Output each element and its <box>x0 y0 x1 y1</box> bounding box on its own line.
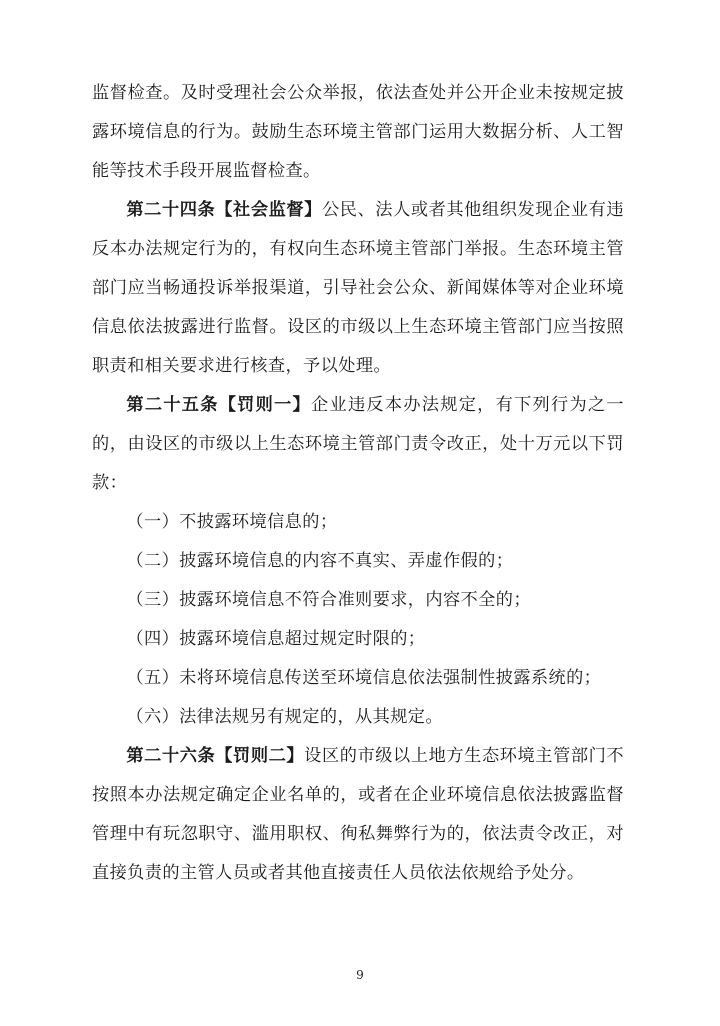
paragraph-text: （五）未将环境信息传送至环境信息依法强制性披露系统的； <box>126 668 602 688</box>
para-item-5 <box>92 659 624 698</box>
para-item-3 <box>92 581 624 620</box>
para-article-24 <box>92 191 624 386</box>
paragraph-text: 企业违反本办法规定，有下列行为之一的，由设区的市级以上生态环境主管部门责令改正，处十万元以下罚款： <box>92 395 624 493</box>
paragraph-text: 设区的市级以上地方生态环境主管部门不按照本办法规定确定企业名单的，或者在企业环境信息依法披露监督管理中有玩忽职守、滥用职权、徇私舞弊行为的，依法责令改正，对直接负责的主管人员或者其他直接责任人员依法依规给予处分。 <box>92 746 624 883</box>
paragraph-text: （六）法律法规另有规定的，从其规定。 <box>126 707 443 727</box>
page-number: 9 <box>356 968 364 982</box>
paragraph-text: （一）不披露环境信息的； <box>126 512 338 532</box>
para-item-2 <box>92 542 624 581</box>
document-body <box>92 74 624 893</box>
paragraph-text: （三）披露环境信息不符合准则要求，内容不全的； <box>126 590 531 610</box>
article-heading: 第二十四条【社会监督】 <box>126 200 322 220</box>
para-article-25 <box>92 386 624 503</box>
para-article-26 <box>92 737 624 893</box>
paragraph-text: 监督检查。及时受理社会公众举报，依法查处并公开企业未按规定披露环境信息的行为。鼓励生态环境主管部门运用大数据分析、人工智能等技术手段开展监督检查。 <box>92 83 624 181</box>
para-item-1 <box>92 503 624 542</box>
para-continued-supervision <box>92 74 624 191</box>
article-heading: 第二十五条【罚则一】 <box>126 395 312 415</box>
paragraph-text: （四）披露环境信息超过规定时限的； <box>126 629 426 649</box>
para-item-6 <box>92 698 624 737</box>
paragraph-text: （二）披露环境信息的内容不真实、弄虚作假的； <box>126 551 514 571</box>
article-heading: 第二十六条【罚则二】 <box>126 746 305 766</box>
para-item-4 <box>92 620 624 659</box>
paragraph-text: 公民、法人或者其他组织发现企业有违反本办法规定行为的，有权向生态环境主管部门举报。生态环境主管部门应当畅通投诉举报渠道，引导社会公众、新闻媒体等对企业环境信息依法披露进行监督。设区的市级以上生态环境主管部门应当按照职责和相关要求进行核查，予以处理。 <box>92 200 624 376</box>
